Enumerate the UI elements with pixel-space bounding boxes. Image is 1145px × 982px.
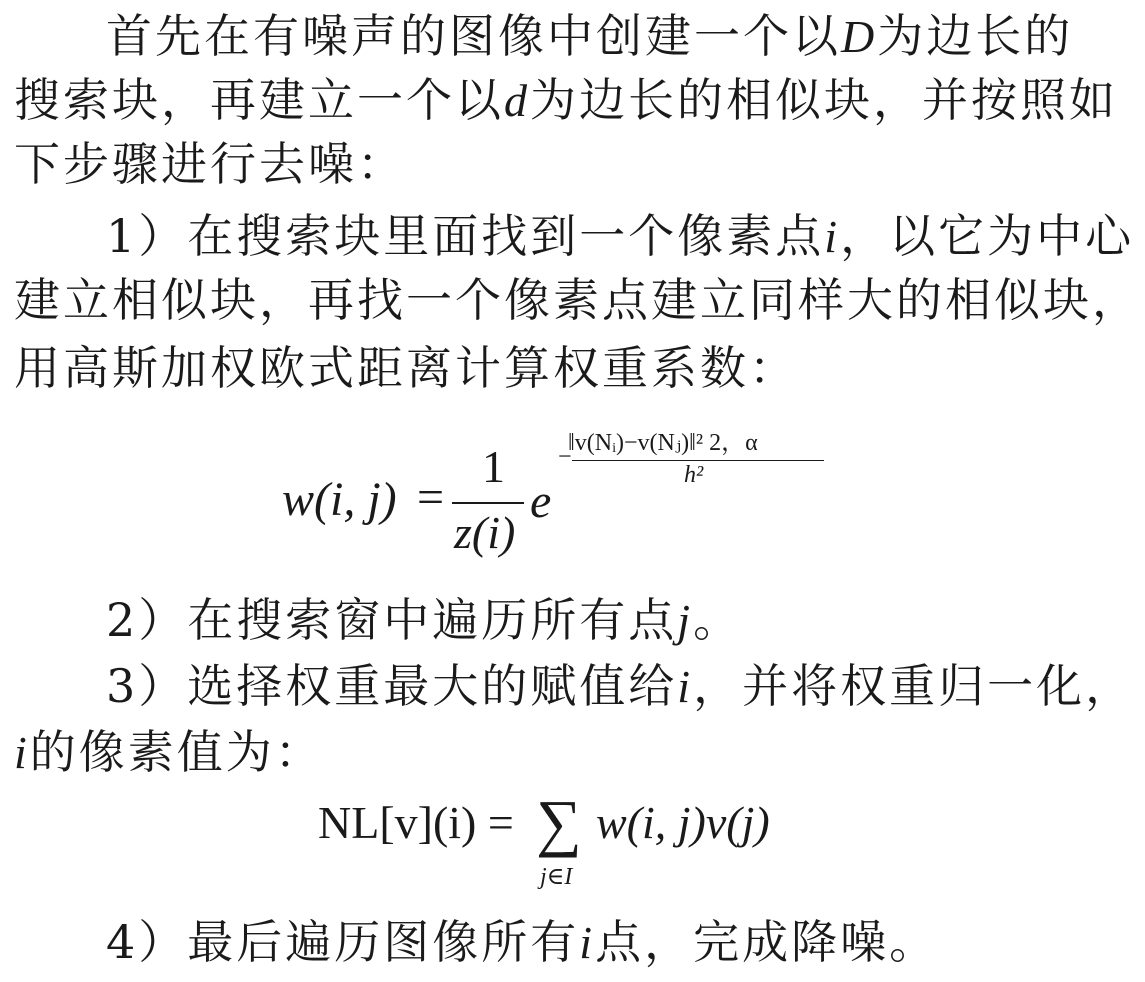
exponent-minus: − (558, 444, 572, 470)
fraction-bar (452, 502, 524, 504)
exponent-fraction-bar (572, 460, 824, 461)
weight-equation (282, 410, 842, 570)
variable-D: D (841, 11, 878, 62)
nl-lhs: NL[v](i) = (318, 797, 514, 848)
text-run: 2）在搜索窗中遍历所有点 (106, 593, 678, 647)
variable-i: i (824, 211, 841, 262)
step-4-line (106, 912, 938, 973)
text-run: 3）选择权重最大的赋值给 (106, 659, 678, 713)
variable-j: j (677, 595, 694, 646)
text-run: 点，完成降噪。 (595, 915, 939, 969)
step-3-line-1 (106, 656, 1134, 717)
text-run: ，以它为中心 (840, 209, 1135, 263)
variable-i: i (677, 661, 694, 712)
step-2-line (106, 590, 742, 651)
text-run: 的像素值为： (29, 725, 324, 779)
text-run: 1）在搜索块里面找到一个像素点 (106, 209, 825, 263)
intro-line-3: 下步骤进行去噪： (14, 137, 406, 191)
exponential-base: e (530, 475, 552, 528)
text-run: 搜索块，再建立一个以 (14, 73, 504, 127)
intro-line-1 (106, 6, 1073, 67)
variable-i: i (579, 917, 596, 968)
summation-symbol: ∑ (536, 787, 582, 858)
weight-lhs: w(i, j) (282, 473, 397, 526)
exponent-denominator: h² (684, 462, 704, 488)
intro-line-2 (14, 70, 1118, 131)
summation-subscript: j∈I (540, 864, 573, 890)
text-run: 首先在有噪声的图像中创建一个以 (106, 9, 841, 63)
text-run: 。 (693, 593, 743, 647)
step-1-line-2: 建立相似块，再找一个像素点建立同样大的相似块， (14, 273, 1141, 327)
variable-i: i (14, 727, 30, 778)
text-run: 为边长的 (877, 9, 1074, 63)
exponent-numerator: ‖v(Nᵢ)−v(Nⱼ)‖² 2，α (568, 430, 758, 456)
nl-rhs: w(i, j)v(j) (596, 797, 770, 848)
nl-means-equation (318, 787, 838, 900)
step-3-line-2 (14, 722, 324, 783)
fraction-denominator: z(i) (454, 507, 516, 558)
text-run: ，并将权重归一化， (693, 659, 1135, 713)
text-run: 为边长的相似块，并按照如 (530, 73, 1118, 127)
fraction-numerator: 1 (482, 441, 505, 492)
variable-d: d (504, 75, 530, 126)
text-run: 4）最后遍历图像所有 (106, 915, 580, 969)
step-1-line-3: 用高斯加权欧式距离计算权重系数： (14, 341, 798, 395)
step-1-line-1 (106, 206, 1134, 267)
equals-sign: = (417, 471, 445, 524)
